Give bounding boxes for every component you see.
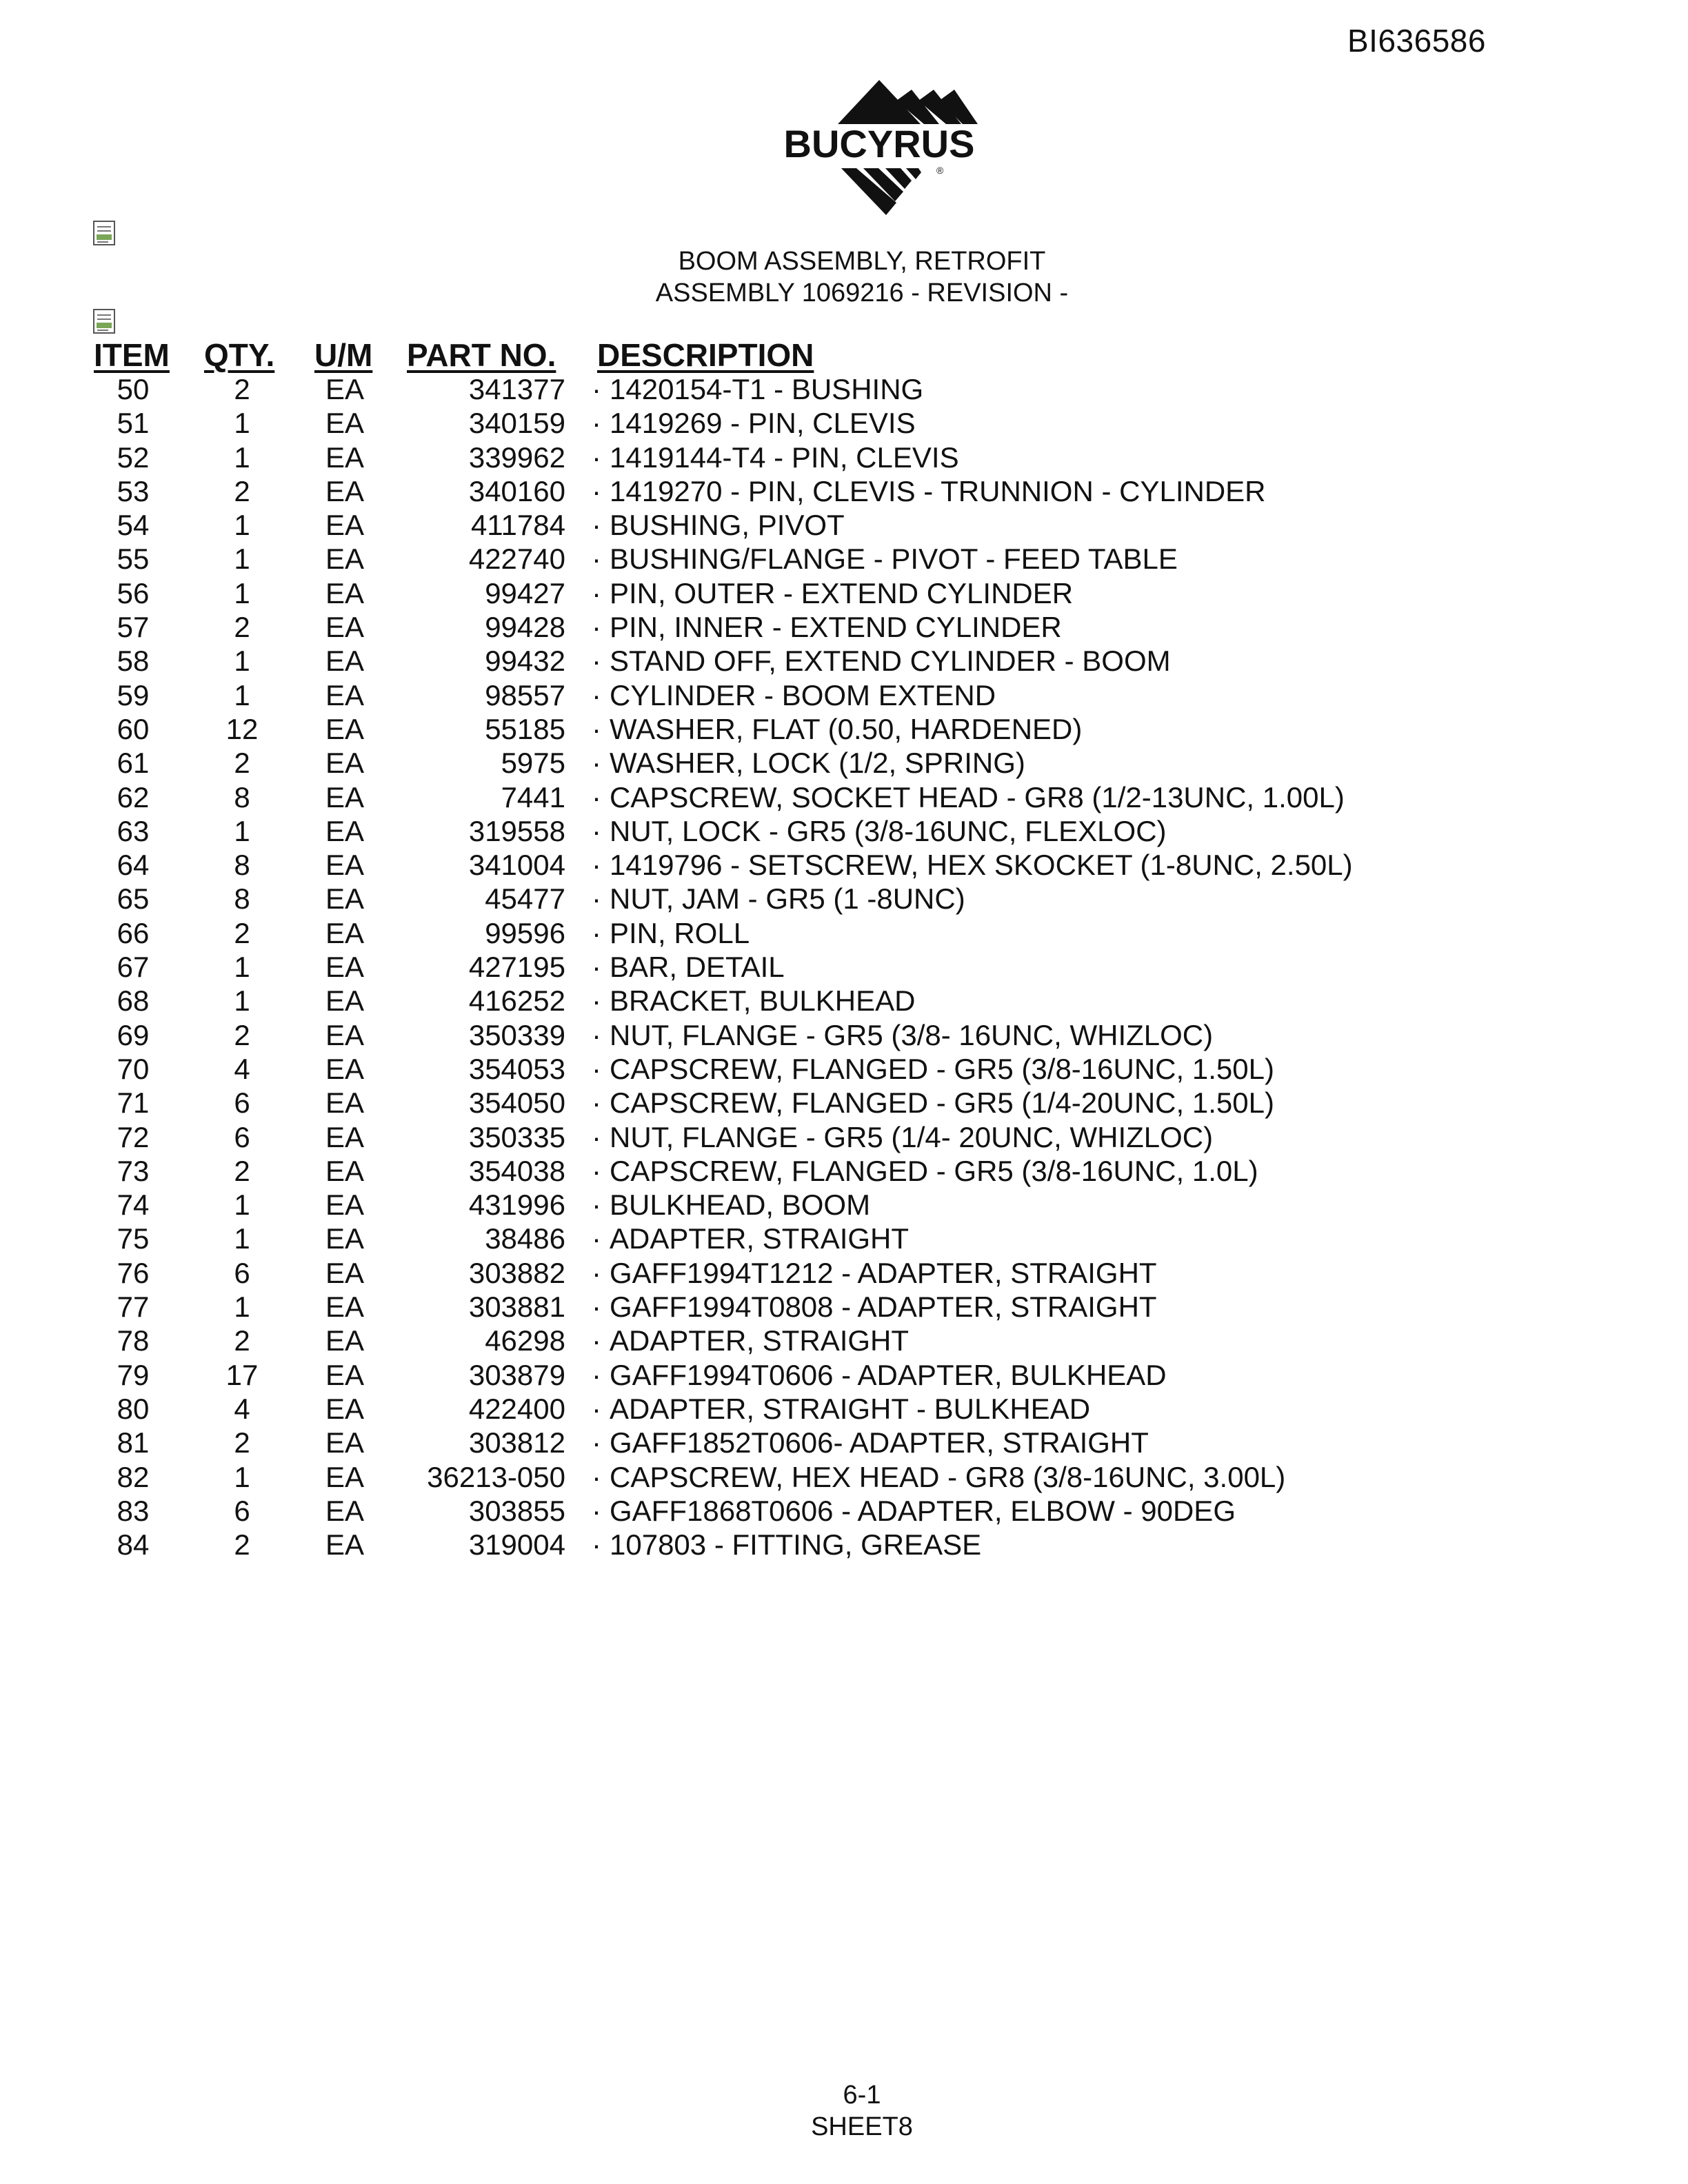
part-description: · BAR, DETAIL	[592, 950, 785, 984]
part-number: 354038	[468, 1154, 565, 1187]
part-number: 45477	[485, 882, 565, 916]
page-footer	[0, 2079, 1688, 2143]
part-description: · ADAPTER, STRAIGHT - BULKHEAD	[592, 1392, 1090, 1426]
part-number: 55185	[485, 712, 565, 745]
item-number: 69	[117, 1018, 150, 1051]
part-description: · ADAPTER, STRAIGHT	[592, 1324, 909, 1357]
part-number: 411784	[470, 509, 565, 542]
quantity: 12	[225, 712, 259, 745]
part-number: 46298	[485, 1324, 565, 1357]
quantity: 1	[234, 441, 250, 474]
unit-of-measure: EA	[325, 509, 365, 542]
part-description: · CYLINDER - BOOM EXTEND	[592, 678, 996, 712]
unit-of-measure: EA	[325, 373, 365, 405]
table-row	[0, 950, 1688, 984]
part-description: · PIN, OUTER - EXTEND CYLINDER	[592, 576, 1073, 610]
quantity: 6	[234, 1086, 250, 1120]
assembly-title	[0, 245, 1688, 309]
item-number: 64	[117, 849, 150, 882]
unit-of-measure: EA	[325, 882, 365, 916]
part-description: · BUSHING, PIVOT	[592, 508, 845, 542]
part-number: 340159	[468, 407, 565, 440]
part-description: · 1419144-T4 - PIN, CLEVIS	[592, 441, 959, 474]
part-description: · ADAPTER, STRAIGHT	[592, 1222, 909, 1255]
part-description: · WASHER, LOCK (1/2, SPRING)	[592, 746, 1025, 780]
unit-of-measure: EA	[325, 441, 365, 474]
unit-of-measure: EA	[325, 712, 365, 745]
table-row	[0, 542, 1688, 576]
unit-of-measure: EA	[325, 1392, 365, 1425]
unit-of-measure: EA	[325, 747, 365, 780]
part-number: 350339	[468, 1018, 565, 1051]
item-number: 67	[117, 951, 150, 984]
table-row	[0, 848, 1688, 882]
item-number: 84	[117, 1528, 150, 1561]
item-number: 68	[117, 984, 150, 1018]
svg-text:®: ®	[936, 165, 944, 176]
part-description: · 1419269 - PIN, CLEVIS	[592, 406, 916, 440]
table-row	[0, 1290, 1688, 1324]
unit-of-measure: EA	[325, 474, 365, 507]
part-description: · CAPSCREW, FLANGED - GR5 (1/4-20UNC, 1.50L)	[592, 1086, 1274, 1120]
quantity: 4	[234, 1052, 250, 1085]
item-number: 78	[117, 1324, 150, 1357]
quantity: 17	[225, 1358, 259, 1391]
item-number: 80	[117, 1392, 150, 1425]
part-number: 354050	[468, 1086, 565, 1120]
table-row	[0, 1494, 1688, 1528]
quantity: 4	[234, 1392, 250, 1425]
table-row	[0, 1154, 1688, 1188]
table-row	[0, 1426, 1688, 1459]
table-header	[0, 336, 1688, 376]
part-description: · NUT, JAM - GR5 (1 -8UNC)	[592, 882, 965, 916]
table-row	[0, 576, 1688, 610]
table-row	[0, 712, 1688, 746]
page-number: 6-1	[843, 2081, 881, 2110]
part-number: 303882	[468, 1256, 565, 1289]
parts-list	[0, 372, 1688, 1561]
table-row	[0, 1086, 1688, 1120]
table-row	[0, 1018, 1688, 1052]
unit-of-measure: EA	[325, 1120, 365, 1153]
part-number: 341004	[468, 849, 565, 882]
item-number: 71	[117, 1086, 150, 1120]
item-number: 76	[117, 1256, 150, 1289]
item-number: 72	[117, 1120, 150, 1153]
unit-of-measure: EA	[325, 780, 365, 813]
quantity: 2	[234, 1154, 250, 1187]
quantity: 8	[234, 849, 250, 882]
part-number: 427195	[468, 951, 565, 984]
part-number: 416252	[468, 984, 565, 1018]
part-number: 99432	[485, 645, 565, 678]
part-description: · BUSHING/FLANGE - PIVOT - FEED TABLE	[592, 542, 1178, 576]
item-number: 74	[117, 1189, 150, 1222]
part-number: 319004	[468, 1528, 565, 1561]
part-description: · STAND OFF, EXTEND CYLINDER - BOOM	[592, 644, 1171, 678]
item-number: 73	[117, 1154, 150, 1187]
item-number: 59	[117, 678, 150, 711]
part-description: · BULKHEAD, BOOM	[592, 1188, 870, 1222]
table-row	[0, 1528, 1688, 1561]
quantity: 1	[234, 984, 250, 1018]
part-description: · CAPSCREW, SOCKET HEAD - GR8 (1/2-13UNC, 1.00L)	[592, 780, 1345, 814]
part-description: · GAFF1852T0606- ADAPTER, STRAIGHT	[592, 1426, 1149, 1459]
part-number: 319558	[468, 814, 565, 847]
part-description: · 1419796 - SETSCREW, HEX SKOCKET (1-8UNC, 2.50L)	[592, 848, 1353, 882]
quantity: 1	[234, 509, 250, 542]
unit-of-measure: EA	[325, 1189, 365, 1222]
table-row	[0, 984, 1688, 1018]
unit-of-measure: EA	[325, 1494, 365, 1527]
item-number: 60	[117, 712, 150, 745]
part-description: · GAFF1994T0606 - ADAPTER, BULKHEAD	[592, 1358, 1167, 1392]
quantity: 2	[234, 1426, 250, 1459]
quantity: 1	[234, 678, 250, 711]
table-row	[0, 1120, 1688, 1154]
item-number: 82	[117, 1460, 150, 1493]
bucyrus-logo	[758, 74, 1000, 219]
document-link-icon[interactable]	[91, 307, 119, 335]
part-number: 303881	[468, 1291, 565, 1324]
table-row	[0, 678, 1688, 712]
unit-of-measure: EA	[325, 1052, 365, 1085]
part-description: · CAPSCREW, HEX HEAD - GR8 (3/8-16UNC, 3.00L)	[592, 1460, 1285, 1494]
item-number: 52	[117, 441, 150, 474]
quantity: 1	[234, 543, 250, 576]
part-number: 422400	[468, 1392, 565, 1425]
table-row	[0, 916, 1688, 950]
quantity: 2	[234, 1018, 250, 1051]
table-row	[0, 1256, 1688, 1290]
item-number: 65	[117, 882, 150, 916]
quantity: 2	[234, 747, 250, 780]
header-item: ITEM	[94, 337, 170, 373]
title-line-2: ASSEMBLY 1069216 - REVISION -	[655, 279, 1069, 307]
unit-of-measure: EA	[325, 1154, 365, 1187]
unit-of-measure: EA	[325, 1222, 365, 1255]
item-number: 66	[117, 916, 150, 949]
table-row	[0, 441, 1688, 474]
quantity: 2	[234, 611, 250, 644]
quantity: 2	[234, 1324, 250, 1357]
table-row	[0, 372, 1688, 406]
item-number: 83	[117, 1494, 150, 1527]
part-number: 431996	[468, 1189, 565, 1222]
table-row	[0, 814, 1688, 848]
header-qty: QTY.	[204, 337, 275, 373]
unit-of-measure: EA	[325, 645, 365, 678]
part-description: · NUT, LOCK - GR5 (3/8-16UNC, FLEXLOC)	[592, 814, 1167, 848]
quantity: 1	[234, 814, 250, 847]
quantity: 1	[234, 1189, 250, 1222]
quantity: 1	[234, 1291, 250, 1324]
unit-of-measure: EA	[325, 1528, 365, 1561]
part-description: · GAFF1868T0606 - ADAPTER, ELBOW - 90DEG	[592, 1494, 1236, 1528]
part-number: 99428	[485, 611, 565, 644]
part-number: 341377	[468, 373, 565, 405]
quantity: 1	[234, 1222, 250, 1255]
part-number: 422740	[468, 543, 565, 576]
item-number: 63	[117, 814, 150, 847]
item-number: 81	[117, 1426, 150, 1459]
quantity: 6	[234, 1120, 250, 1153]
item-number: 77	[117, 1291, 150, 1324]
header-description: DESCRIPTION	[597, 337, 814, 373]
part-number: 36213-050	[427, 1460, 565, 1493]
part-number: 339962	[468, 441, 565, 474]
quantity: 2	[234, 373, 250, 405]
unit-of-measure: EA	[325, 678, 365, 711]
part-description: · PIN, INNER - EXTEND CYLINDER	[592, 610, 1062, 644]
part-description: · CAPSCREW, FLANGED - GR5 (3/8-16UNC, 1.50L)	[592, 1052, 1274, 1086]
part-description: · 1420154-T1 - BUSHING	[592, 372, 923, 406]
table-row	[0, 474, 1688, 508]
part-number: 303812	[468, 1426, 565, 1459]
table-row	[0, 882, 1688, 916]
part-number: 303855	[468, 1494, 565, 1527]
part-number: 38486	[485, 1222, 565, 1255]
part-description: · GAFF1994T0808 - ADAPTER, STRAIGHT	[592, 1290, 1157, 1324]
table-row	[0, 1358, 1688, 1392]
table-row	[0, 1222, 1688, 1255]
part-number: 340160	[468, 474, 565, 507]
unit-of-measure: EA	[325, 1018, 365, 1051]
table-row	[0, 1460, 1688, 1494]
part-number: 354053	[468, 1052, 565, 1085]
part-description: · NUT, FLANGE - GR5 (3/8- 16UNC, WHIZLOC)	[592, 1018, 1213, 1052]
header-part-no: PART NO.	[407, 337, 556, 373]
item-number: 61	[117, 747, 150, 780]
part-number: 99427	[485, 576, 565, 609]
item-number: 51	[117, 407, 150, 440]
part-description: · GAFF1994T1212 - ADAPTER, STRAIGHT	[592, 1256, 1157, 1290]
table-row	[0, 644, 1688, 678]
quantity: 6	[234, 1494, 250, 1527]
part-number: 98557	[485, 678, 565, 711]
unit-of-measure: EA	[325, 984, 365, 1018]
quantity: 1	[234, 407, 250, 440]
unit-of-measure: EA	[325, 814, 365, 847]
unit-of-measure: EA	[325, 543, 365, 576]
sheet-label: SHEET8	[811, 2112, 913, 2141]
quantity: 8	[234, 780, 250, 813]
quantity: 6	[234, 1256, 250, 1289]
item-number: 75	[117, 1222, 150, 1255]
quantity: 1	[234, 1460, 250, 1493]
table-row	[0, 508, 1688, 542]
item-number: 62	[117, 780, 150, 813]
part-description: · 1419270 - PIN, CLEVIS - TRUNNION - CYLINDER	[592, 474, 1266, 508]
item-number: 70	[117, 1052, 150, 1085]
unit-of-measure: EA	[325, 611, 365, 644]
part-number: 7441	[501, 780, 565, 813]
table-row	[0, 780, 1688, 814]
part-number: 303879	[468, 1358, 565, 1391]
item-number: 58	[117, 645, 150, 678]
unit-of-measure: EA	[325, 1324, 365, 1357]
item-number: 79	[117, 1358, 150, 1391]
table-row	[0, 1392, 1688, 1426]
item-number: 50	[117, 373, 150, 405]
part-description: · WASHER, FLAT (0.50, HARDENED)	[592, 712, 1082, 746]
unit-of-measure: EA	[325, 1358, 365, 1391]
unit-of-measure: EA	[325, 407, 365, 440]
table-row	[0, 746, 1688, 780]
quantity: 1	[234, 645, 250, 678]
item-number: 56	[117, 576, 150, 609]
item-number: 53	[117, 474, 150, 507]
part-description: · CAPSCREW, FLANGED - GR5 (3/8-16UNC, 1.0L)	[592, 1154, 1258, 1188]
table-row	[0, 1324, 1688, 1357]
quantity: 2	[234, 474, 250, 507]
item-number: 54	[117, 509, 150, 542]
part-description: · PIN, ROLL	[592, 916, 750, 950]
part-description: · 107803 - FITTING, GREASE	[592, 1528, 981, 1561]
title-line-1: BOOM ASSEMBLY, RETROFIT	[678, 247, 1046, 276]
quantity: 2	[234, 916, 250, 949]
item-number: 57	[117, 611, 150, 644]
svg-text:BUCYRUS: BUCYRUS	[783, 122, 975, 165]
unit-of-measure: EA	[325, 1426, 365, 1459]
unit-of-measure: EA	[325, 1086, 365, 1120]
table-row	[0, 610, 1688, 644]
table-row	[0, 1188, 1688, 1222]
document-id: BI636586	[1347, 23, 1486, 59]
table-row	[0, 406, 1688, 440]
document-link-icon[interactable]	[91, 219, 119, 247]
part-description: · NUT, FLANGE - GR5 (1/4- 20UNC, WHIZLOC)	[592, 1120, 1213, 1154]
quantity: 1	[234, 951, 250, 984]
unit-of-measure: EA	[325, 849, 365, 882]
part-number: 99596	[485, 916, 565, 949]
header-um: U/M	[314, 337, 373, 373]
quantity: 8	[234, 882, 250, 916]
unit-of-measure: EA	[325, 576, 365, 609]
part-description: · BRACKET, BULKHEAD	[592, 984, 915, 1018]
table-row	[0, 1052, 1688, 1086]
item-number: 55	[117, 543, 150, 576]
unit-of-measure: EA	[325, 1460, 365, 1493]
unit-of-measure: EA	[325, 916, 365, 949]
part-number: 350335	[468, 1120, 565, 1153]
part-number: 5975	[501, 747, 565, 780]
unit-of-measure: EA	[325, 1256, 365, 1289]
unit-of-measure: EA	[325, 1291, 365, 1324]
unit-of-measure: EA	[325, 951, 365, 984]
quantity: 2	[234, 1528, 250, 1561]
quantity: 1	[234, 576, 250, 609]
